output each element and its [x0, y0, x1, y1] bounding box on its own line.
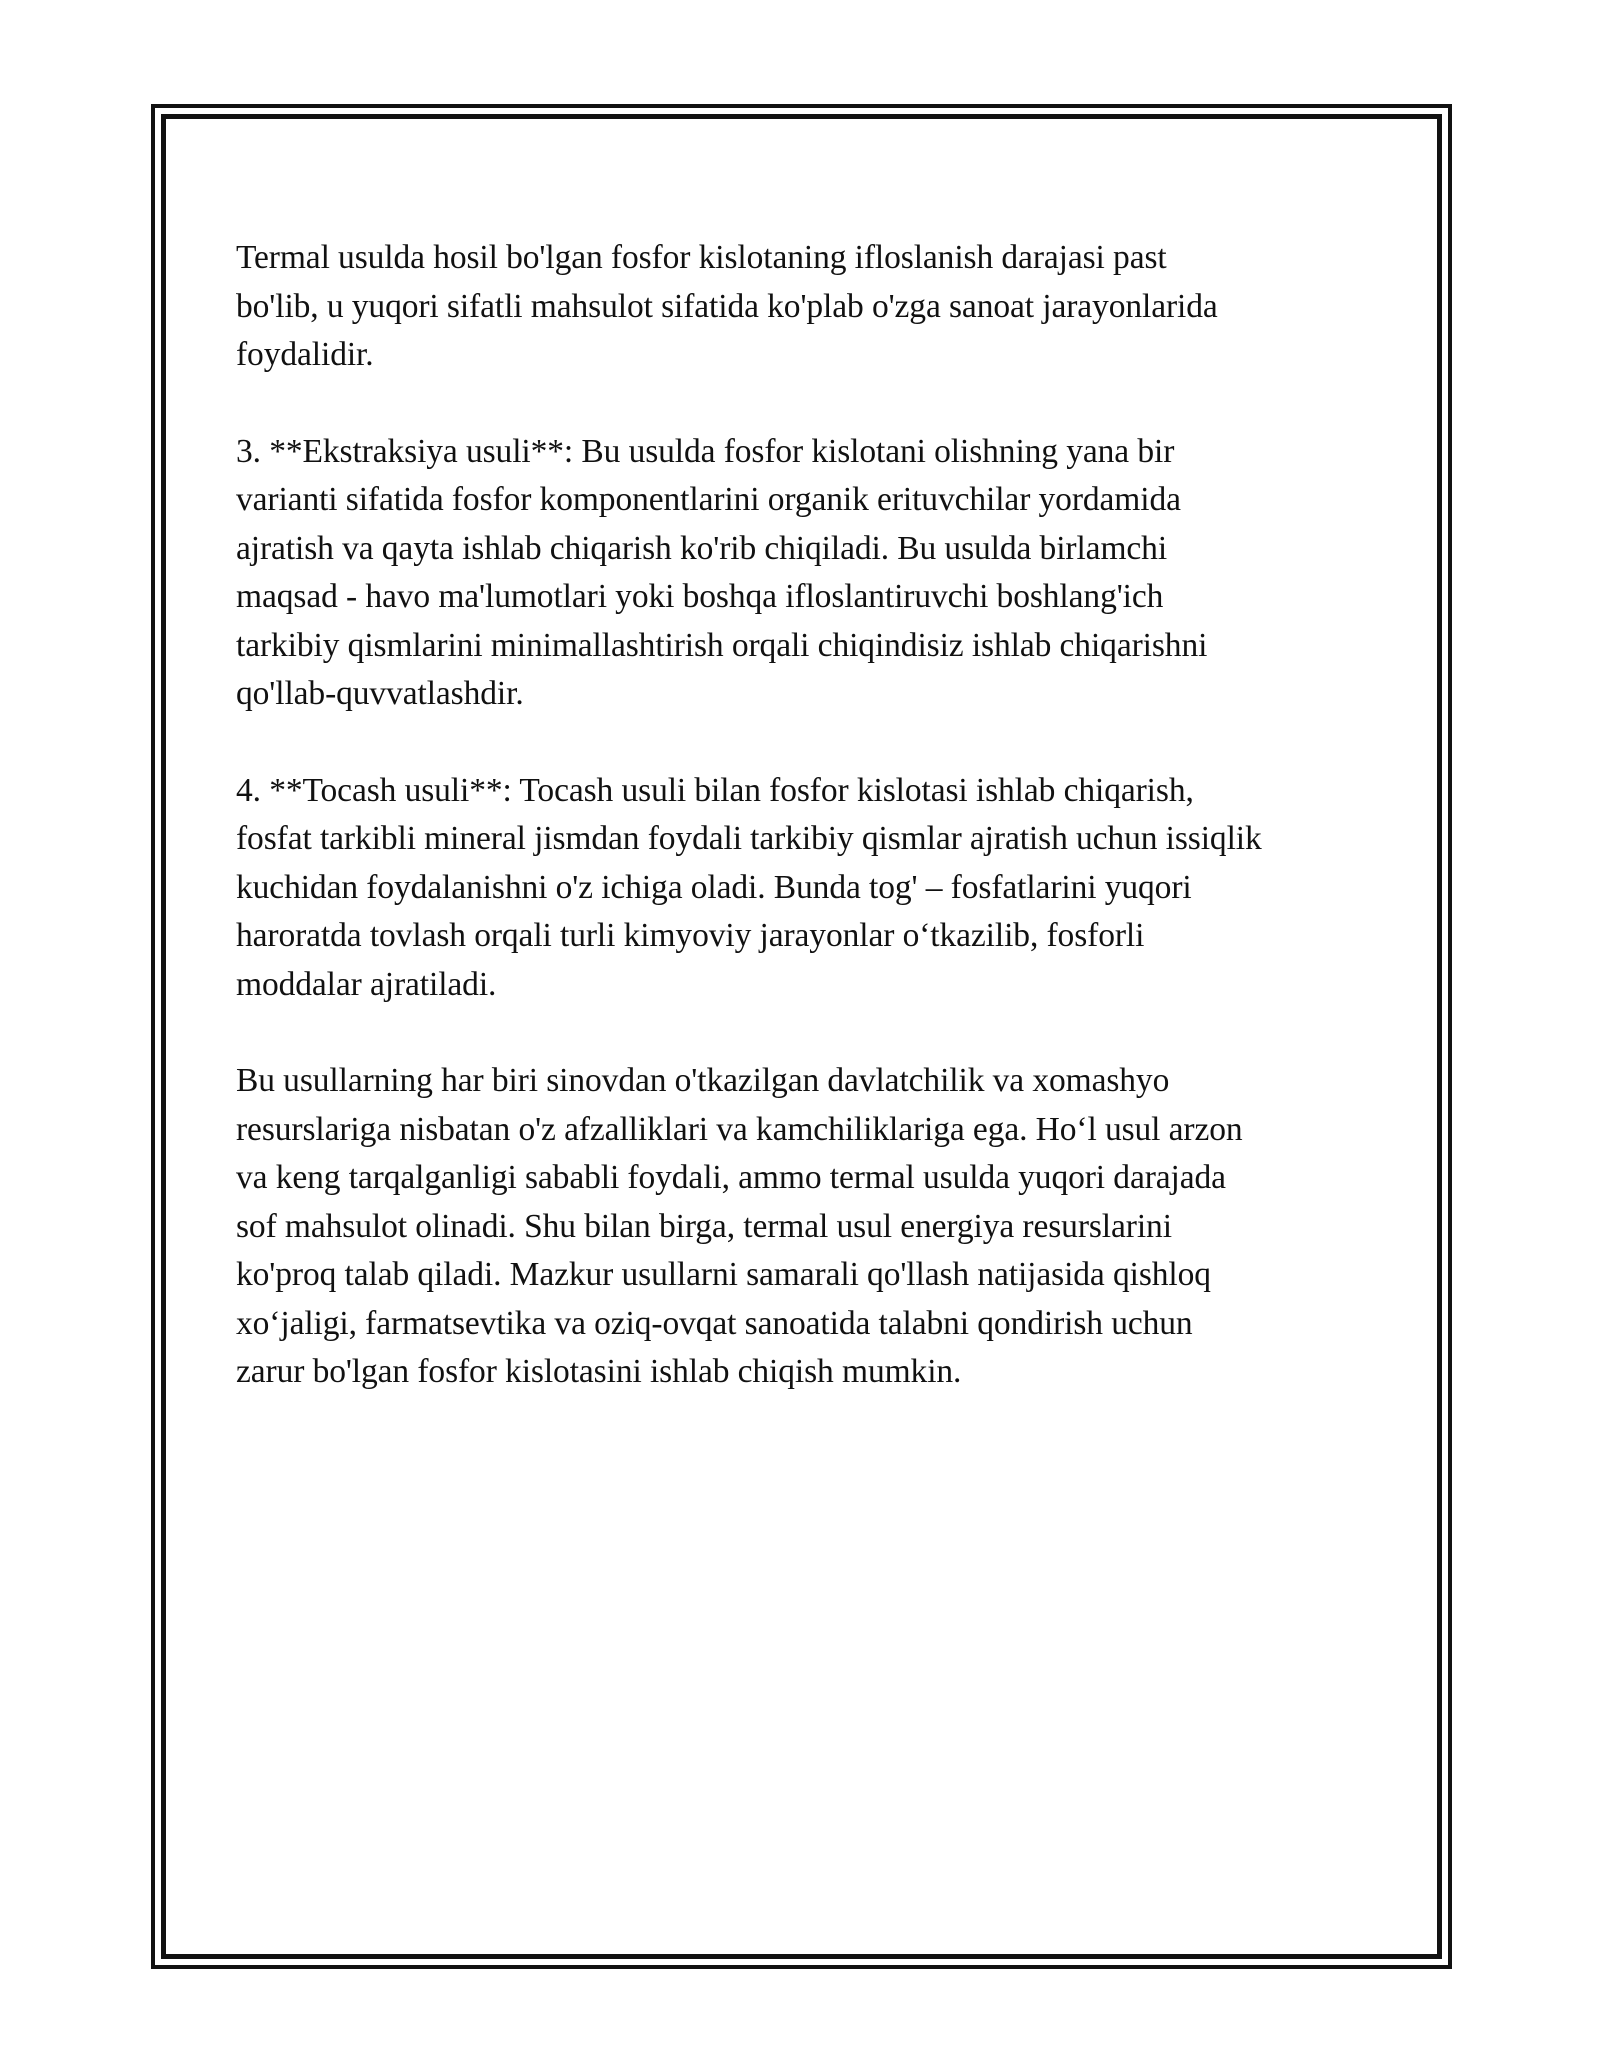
paragraph-ekstraksiya-usuli: 3. **Ekstraksiya usuli**: Bu usulda fosfor kislotani olishning yana bir varianti sifatida fosfor komponentlarini organik erituvchilar yordamida ajratish va qayta ishlab chiqarish ko'rib chiqiladi. Bu usulda birlamchi maqsad - havo ma'lumotlari yoki boshqa ifloslantiruvchi boshlang'ich tarkibiy qismlarini minimallashtirish orqali chiqindisiz ishlab chiqarishni qo'llab-quvvatlashdir.: [236, 432, 1208, 712]
paragraph-tocash-usuli: 4. **Tocash usuli**: Tocash usuli bilan fosfor kislotasi ishlab chiqarish, fosfat tarkibli mineral jismdan foydali tarkibiy qismlar ajratish uchun issiqlik kuchidan foydalanishni o'z ichiga oladi. Bunda tog' – fosfatlarini yuqori haroratda tovlash orqali turli kimyoviy jarayonlar o‘tkazilib, fosforli moddalar ajratiladi.: [236, 771, 1262, 1003]
paragraph-conclusion: Bu usullarning har biri sinovdan o'tkazilgan davlatchilik va xomashyo resurslariga nisbatan o'z afzalliklari va kamchiliklariga ega. Ho‘l usul arzon va keng tarqalganligi sababli foydali, ammo termal usulda yuqori darajada sof mahsulot olinadi. Shu bilan birga, termal usul energiya resurslarini ko'proq talab qiladi. Mazkur usullarni samarali qo'llash natijasida qishloq xo‘jaligi, farmatsevtika va oziq-ovqat sanoatida talabni qondirish uchun zarur bo'lgan fosfor kislotasini ishlab chiqish mumkin.: [236, 1062, 1243, 1390]
paragraph-termal-intro: Termal usulda hosil bo'lgan fosfor kislotaning ifloslanish darajasi past bo'lib, u yuqori sifatli mahsulot sifatida ko'plab o'zga sanoat jarayonlarida foydalidir.: [236, 239, 1218, 373]
document-body: [236, 234, 1376, 1445]
